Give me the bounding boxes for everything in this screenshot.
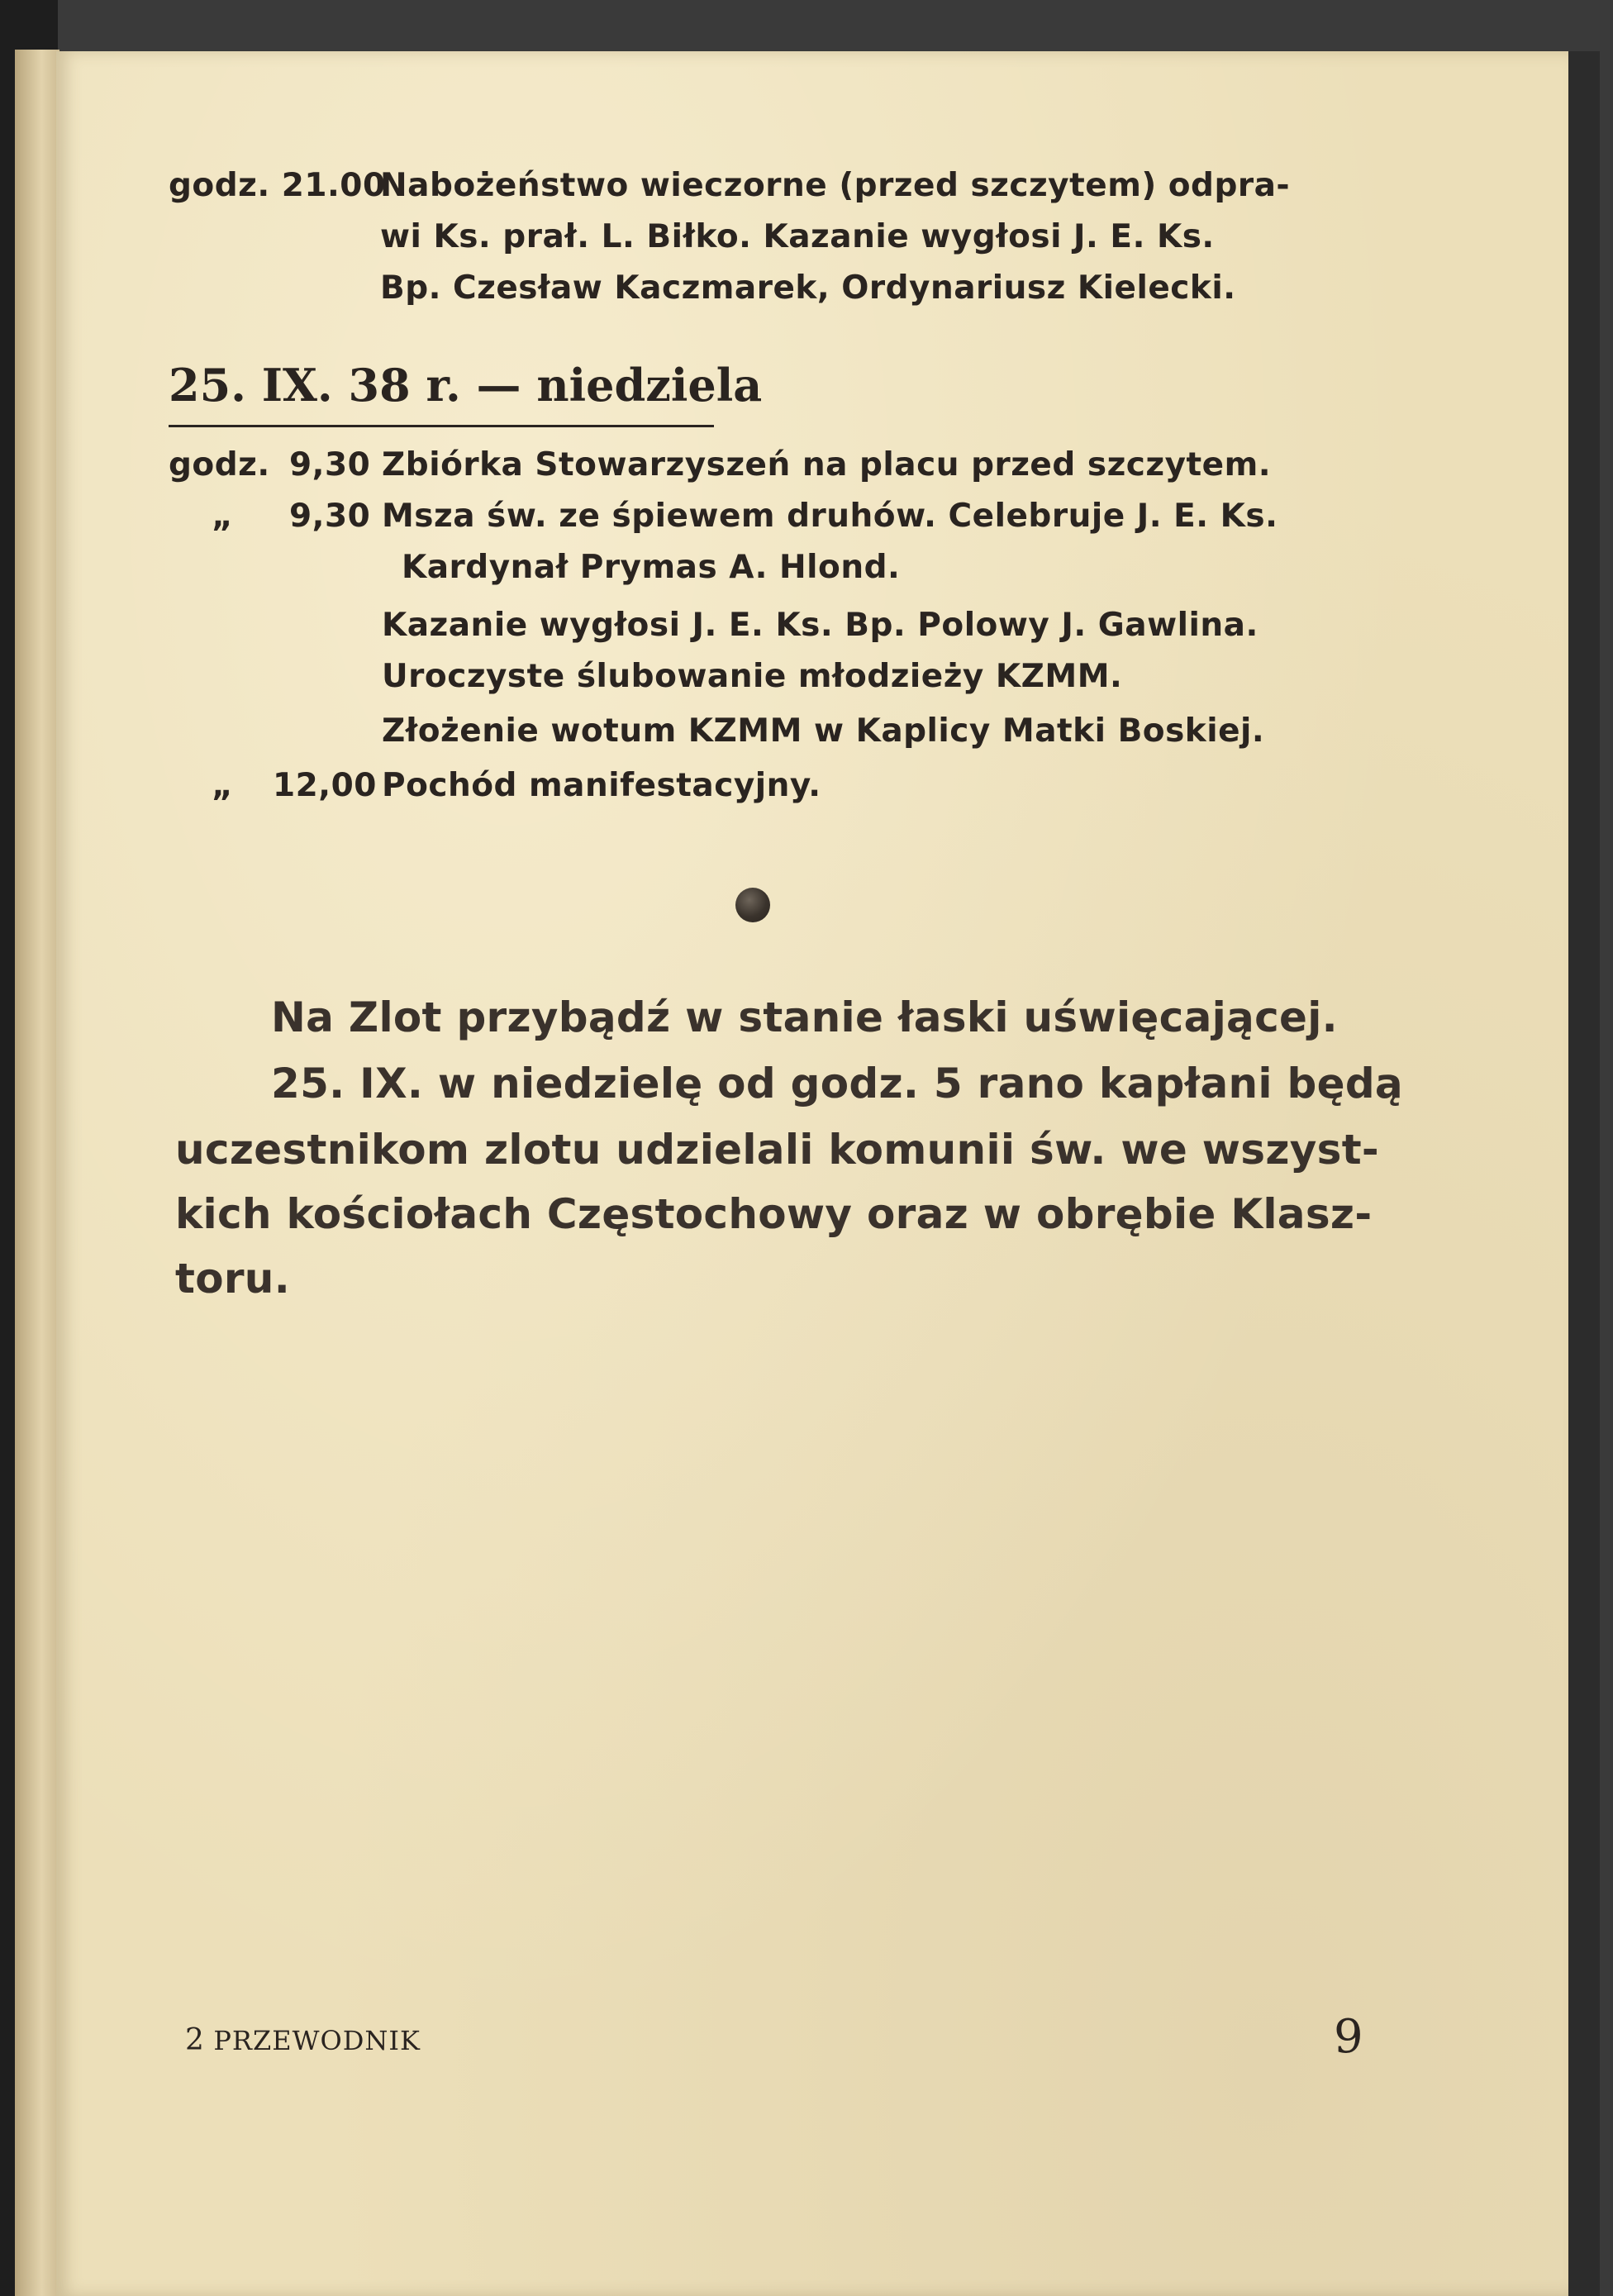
- notice-line-5: toru.: [175, 1255, 290, 1303]
- schedule-item-2-line-4: Uroczyste ślubowanie młodzieży KZMM.: [382, 658, 1123, 695]
- signature-number: 2: [185, 2023, 204, 2057]
- schedule-godz-label: godz.: [169, 446, 270, 483]
- signature-word: PRZEWODNIK: [213, 2025, 421, 2056]
- page-right-background: [1567, 51, 1600, 2296]
- previous-page-edge: [15, 50, 59, 2296]
- schedule-ditto-2: „: [212, 498, 234, 535]
- printer-signature: [185, 2023, 421, 2057]
- schedule-item-2-line-5: Złożenie wotum KZMM w Kaplicy Matki Boskiej.: [382, 712, 1265, 750]
- page-number: 9: [1334, 2010, 1363, 2064]
- schedule-item-2-line-2: Kardynał Prymas A. Hlond.: [402, 549, 901, 586]
- ornament-dot-icon: [735, 888, 770, 922]
- evening-line-3: Bp. Czesław Kaczmarek, Ordynariusz Kielecki.: [380, 269, 1236, 307]
- document-page: [56, 51, 1568, 2296]
- evening-line-1: Nabożeństwo wieczorne (przed szczytem) odpra-: [380, 167, 1291, 204]
- evening-time: godz. 21.00: [169, 167, 386, 204]
- schedule-item-1: Zbiórka Stowarzyszeń na placu przed szczytem.: [382, 446, 1272, 483]
- schedule-time-1: 9,30: [289, 446, 371, 483]
- schedule-item-2-line-1: Msza św. ze śpiewem druhów. Celebruje J. E. Ks.: [382, 498, 1278, 535]
- notice-line-2: 25. IX. w niedzielę od godz. 5 rano kapłani będą: [271, 1060, 1403, 1108]
- schedule-ditto-3: „: [212, 767, 234, 804]
- date-heading: 25. IX. 38 r. — niedziela: [169, 359, 763, 412]
- notice-line-4: kich kościołach Częstochowy oraz w obrębie Klasz-: [175, 1190, 1373, 1238]
- schedule-time-2: 9,30: [289, 498, 371, 535]
- schedule-time-3: 12,00: [273, 767, 377, 804]
- schedule-item-3: Pochód manifestacyjny.: [382, 767, 821, 804]
- schedule-item-2-line-3: Kazanie wygłosi J. E. Ks. Bp. Polowy J. Gawlina.: [382, 607, 1259, 644]
- date-heading-rule: [169, 425, 714, 427]
- evening-line-2: wi Ks. prał. L. Biłko. Kazanie wygłosi J. E. Ks.: [380, 218, 1215, 255]
- notice-line-1: Na Zlot przybądź w stanie łaski uświęcającej.: [271, 993, 1338, 1041]
- page-content: [56, 51, 1568, 2296]
- notice-line-3: uczestnikom zlotu udzielali komunii św. we wszyst-: [175, 1126, 1379, 1174]
